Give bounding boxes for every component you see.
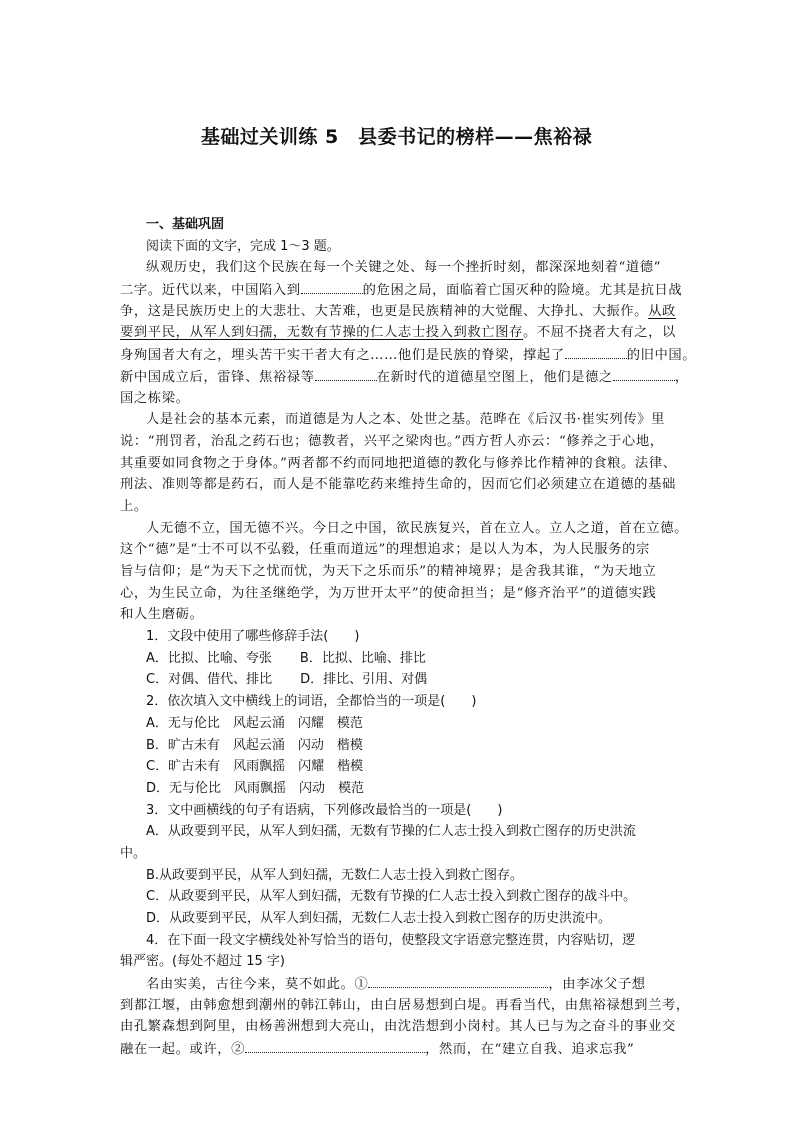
option-b[interactable]: B.从政要到平民，从军人到妇孺，无数仁人志士投入到救亡图存。: [146, 867, 524, 883]
document-body: [120, 214, 697, 1060]
text-span: 在新时代的道德星空图上，他们是德之: [376, 369, 613, 385]
text-span: ，然而，在“建立自我、追求忘我”: [425, 1042, 635, 1058]
passage-line: [120, 366, 689, 388]
text-span: 名由实美，古往今来，莫不如此。①: [146, 977, 369, 993]
question-stem: 3．文中画横线的句子有语病，下列修改最恰当的一项是( ): [146, 802, 503, 818]
text-span: ，: [674, 369, 689, 385]
passage-line: 这个“德”是“士不可以不弘毅，任重而道远”的理想追求；是以人为本，为人民服务的宗: [120, 542, 650, 558]
text-span: 新中国成立后，雷锋、焦裕禄等: [120, 369, 315, 385]
option-d[interactable]: D．无与伦比 风雨飘摇 闪动 模范: [146, 780, 365, 796]
fill-blank-2[interactable]: [565, 344, 627, 359]
passage-line: [120, 279, 683, 301]
answer-blank-1[interactable]: [368, 973, 548, 988]
text-span: ，由李冰父子想: [548, 977, 646, 993]
text-span: 二字。近代以来，中国陷入到: [120, 283, 301, 299]
passage-line: 心，为生民立命，为往圣继绝学，为万世开太平”的使命担当；是“修齐治平”的道德实践: [120, 585, 657, 601]
option-a-continued[interactable]: 中。: [120, 845, 147, 861]
fill-blank-1[interactable]: [301, 279, 363, 294]
option-c[interactable]: C．对偶、借代、排比: [146, 672, 273, 688]
underlined-sentence: 要到平民，从军人到妇孺，无数有节操的仁人志士投入到救亡图存: [120, 325, 524, 341]
question-stem: 1．文段中使用了哪些修辞手法( ): [146, 629, 360, 645]
question-3: [120, 800, 673, 930]
question-stem-continued: 辑严密。(每处不超过 15 字): [120, 954, 285, 970]
passage-line: 国之栋梁。: [120, 390, 190, 406]
passage-line: 和人生磨砺。: [120, 607, 204, 623]
q4-passage-line: [120, 1038, 673, 1060]
passage-line: 上。: [120, 498, 148, 514]
question-stem: 2．依次填入文中横线上的词语，全都恰当的一项是( ): [146, 694, 477, 710]
passage-line: 人是社会的基本元素，而道德是为人之本、处世之基。范晔在《后汉书·崔实列传》里: [146, 412, 666, 428]
question-1: [120, 626, 673, 691]
option-row: [120, 669, 673, 691]
text-span: 身殉国者大有之，埋头苦干实干者大有之……他们是民族的脊梁，撑起了: [120, 348, 565, 364]
passage-paragraph-2: [120, 409, 677, 517]
passage-line: 刑法、准则等都是药石，而人是不能靠吃药来维持生命的，因而它们必须建立在道德的基础: [120, 477, 676, 493]
passage-line: 纵观历史，我们这个民族在每一个关键之处、每一个挫折时刻，都深深地刻着“道德”: [146, 260, 662, 276]
passage-paragraph-1: [120, 257, 697, 409]
text-span: 。不屈不挠者大有之，以: [523, 325, 676, 341]
option-c[interactable]: C．旷古未有 风雨飘摇 闪耀 楷模: [146, 759, 364, 775]
passage-paragraph-3: [120, 518, 688, 626]
q4-passage-line: 由孔繁森想到阿里，由杨善洲想到大亮山，由沈浩想到小岗村。其人已与为之奋斗的事业交: [120, 1019, 676, 1035]
option-a[interactable]: A．无与伦比 风起云涌 闪耀 模范: [146, 715, 363, 731]
section-heading: 一、基础巩固: [146, 217, 225, 232]
passage-line: 旨与信仰；是“为天下之忧而忧，为天下之乐而乐”的精神境界；是舍我其谁，“为天地立: [120, 564, 657, 579]
option-b[interactable]: B．旷古未有 风起云涌 闪动 楷模: [146, 737, 363, 753]
text-span: 争，这是民族历史上的大悲壮、大苦难，也更是民族精神的大觉醒、大挣扎、大振作。: [120, 303, 649, 319]
underlined-sentence: 从政: [648, 303, 676, 319]
passage-line: 人无德不立，国无德不兴。今日之中国，欲民族复兴，首在立人。立人之道，首在立德。: [146, 520, 688, 536]
reading-instruction: 阅读下面的文字，完成 1～3 题。: [146, 238, 340, 254]
option-a[interactable]: A．比拟、比喻、夸张: [146, 650, 272, 666]
fill-blank-3[interactable]: [315, 366, 377, 381]
page-title: 基础过关训练 5 县委书记的榜样——焦裕禄: [200, 126, 593, 148]
text-span: 的危困之局，面临着亡国灭种的险境。尤其是抗日战: [362, 283, 683, 299]
fill-blank-4[interactable]: [613, 366, 675, 381]
passage-line: 说：“刑罚者，治乱之药石也；德教者，兴平之梁肉也。”西方哲人亦云：“修养之于心地，: [120, 433, 664, 449]
question-2: [120, 691, 673, 799]
question-stem: 4．在下面一段文字横线处补写恰当的语句，使整段文字语意完整连贯，内容贴切，逻: [146, 932, 636, 948]
passage-line: 其重要如同食物之于身体。”两者都不约而同地把道德的教化与修养比作精神的食粮。法律、: [120, 455, 677, 471]
answer-blank-2[interactable]: [245, 1038, 425, 1053]
option-c[interactable]: C．从政要到平民，从军人到妇孺，无数有节操的仁人志士投入到救亡图存的战斗中。: [146, 889, 637, 905]
text-span: 的旧中国。: [626, 348, 697, 364]
option-a[interactable]: A．从政要到平民，从军人到妇孺，无数有节操的仁人志士投入到救亡图存的历史洪流: [146, 824, 636, 840]
option-b[interactable]: B．比拟、比喻、排比: [299, 650, 426, 666]
passage-line: [120, 322, 676, 344]
question-4: [120, 930, 690, 1060]
option-d[interactable]: D．排比、引用、对偶: [300, 672, 428, 688]
option-row: [120, 648, 673, 670]
passage-line: [120, 301, 676, 323]
q4-passage-line: [120, 973, 673, 995]
option-d[interactable]: D．从政要到平民，从军人到妇孺，无数仁人志士投入到救亡图存的历史洪流中。: [146, 911, 612, 926]
text-span: 融在一起。或许，②: [120, 1042, 246, 1058]
q4-passage-line: 到都江堰，由韩愈想到潮州的韩江韩山，由白居易想到白堤。再看当代，由焦裕禄想到兰考，: [120, 997, 690, 1013]
passage-line: [120, 344, 697, 366]
